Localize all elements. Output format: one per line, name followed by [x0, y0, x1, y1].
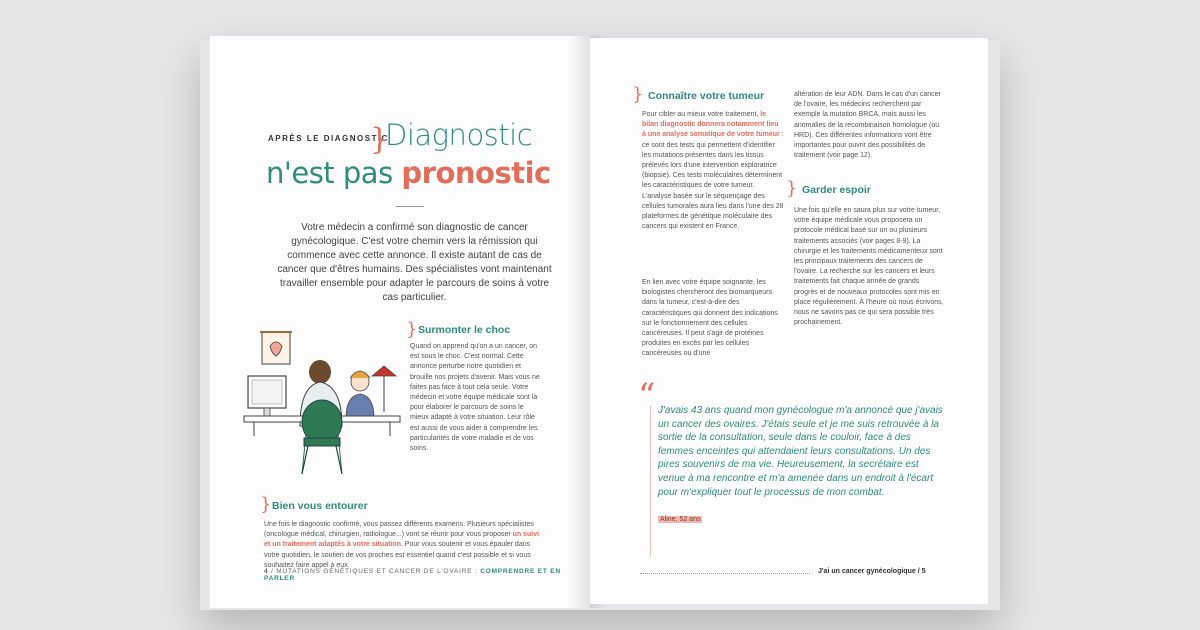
section-body-tumeur-1: Pour cibler au mieux votre traitement, le bilan diagnostic donnera notamment lieu à une analyse somatique de votre tumeur : ce sont des tests qui permettent d'identifier les mutations présentes dans les tissus prélevés lors d'une intervention exploratrice (biopsie). Ces tests moléculaires déterminent les caractéristiques de votre tumeur. L'analyse basée sur le séquençage des cellules tumorales aura lieu dans l'une des 28 plateformes de génétique moléculaire des cancers qui existent en France. [642, 111, 784, 231]
title-divider [396, 206, 424, 207]
section-body-tumeur-3: altération de leur ADN. Dans le cas d'un cancer de l'ovaire, les médecins recherchent par exemple la mutation BRCA, mais aussi les anomalies de la recombinaison homologue (ou HRD). Ces différentes informations vont être importantes pour ouvrir des possibilités de traitement (voir page 12). [794, 91, 941, 160]
section-body-espoir: Une fois qu'elle en saura plus sur votre tumeur, votre équipe médicale vous proposera un protocole médical basé sur un ou plusieurs traitements associés (voir pages 8-9). La chirurgie et les traitements médicamenteux sont les principaux traitements des cancers de l'ovaire. La recherche sur les cancers et leurs traitements fait chaque année de grands progrès et de nouveaux protocoles sont mis en place régulièrement. À l'heure où nous écrivons, nous ne savons pas ce qui sera possible très prochainement. [794, 207, 944, 327]
page-title-line1: Diagnostic [385, 118, 533, 152]
section-heading-entourer: Bien vous entourer [272, 500, 368, 512]
quote-rule [650, 406, 651, 556]
doctor-consultation-illustration [242, 326, 402, 476]
left-page [210, 36, 590, 608]
section-heading-tumeur: Connaître votre tumeur [648, 90, 765, 102]
brace-ornament: } [632, 84, 644, 105]
right-footer: J'ai un cancer gynécologique / 5 [818, 568, 926, 575]
brace-ornament: } [260, 494, 272, 515]
section-body-entourer: Une fois le diagnostic confirmé, vous passez différents examens. Plusieurs spécialistes (oncologue médical, chirurgien, radiologue...) vont se réunir pour vous proposer un suivi et un traitement adaptés à votre situation. Pour vous soutenir et vous épauler dans votre quotidien, le soutien de vos proches est essentiel quand c'est possible et si vous souhaitez faire appel à eux. [264, 521, 540, 569]
brace-ornament: } [786, 178, 798, 199]
brace-ornament: } [370, 122, 390, 157]
section-kicker: APRÈS LE DIAGNOSTIC [268, 134, 389, 143]
page-title-line2: n'est pas pronostic [266, 156, 551, 190]
quote-mark-icon: “ [638, 376, 656, 416]
section-body-tumeur-2: En lien avec votre équipe soignante, les biologistes chercheront des biomarqueurs dans la tumeur, c'est-à-dire des caractéristiques qui donnent des indications sur le fonctionnement des cellules cancéreuses. Il peut s'agir de protéines produites en excès par les cellules cancéreuses ou d'une [642, 279, 778, 358]
testimonial-quote: J'avais 43 ans quand mon gynécologue m'a annoncé que j'avais un cancer des ovaires. J'étais seule et je me suis retrouvée à la sortie de la consultation, seule dans le couloir, face à des femmes enceintes qui attendaient leurs consultations. Un des pires souvenirs de ma vie. Heureusement, la secrétaire est venue à ma rencontre et m'a amenée dans un endroit à l'écart pour m'expliquer tout le processus de mon combat. [658, 405, 943, 498]
brace-ornament: } [406, 319, 418, 340]
left-footer: 4 / MUTATIONS GÉNÉTIQUES ET CANCER DE L'OVAIRE : COMPRENDRE ET EN PARLER [264, 568, 561, 582]
right-page [590, 38, 988, 604]
section-body-choc: Quand on apprend qu'on a un cancer, on est sous le choc. C'est normal. Cette annonce perturbe notre quotidien et brouille nos projets d'avenir. Mais vous ne faites pas face à tout cela seule. Votre médecin et votre équipe médicale sont là pour élaborer le parcours de soins le mieux adapté à votre situation. Leur rôle est aussi de vous aider à comprendre les particularités de votre maladie et de vos soins. [410, 343, 540, 453]
footer-dotted-rule [640, 573, 810, 574]
intro-text: Votre médecin a confirmé son diagnostic de cancer gynécologique. C'est votre chemin vers la rémission qui commence avec cette annonce. Il existe autant de cas de cancer que d'êtres humains. Des spécialistes vont maintenant travailler ensemble pour adapter le parcours de soins à votre cas particulier. [277, 222, 552, 303]
quote-author: Aline, 52 ans [660, 516, 701, 523]
section-heading-espoir: Garder espoir [802, 184, 871, 196]
section-heading-choc: Surmonter le choc [418, 324, 511, 336]
